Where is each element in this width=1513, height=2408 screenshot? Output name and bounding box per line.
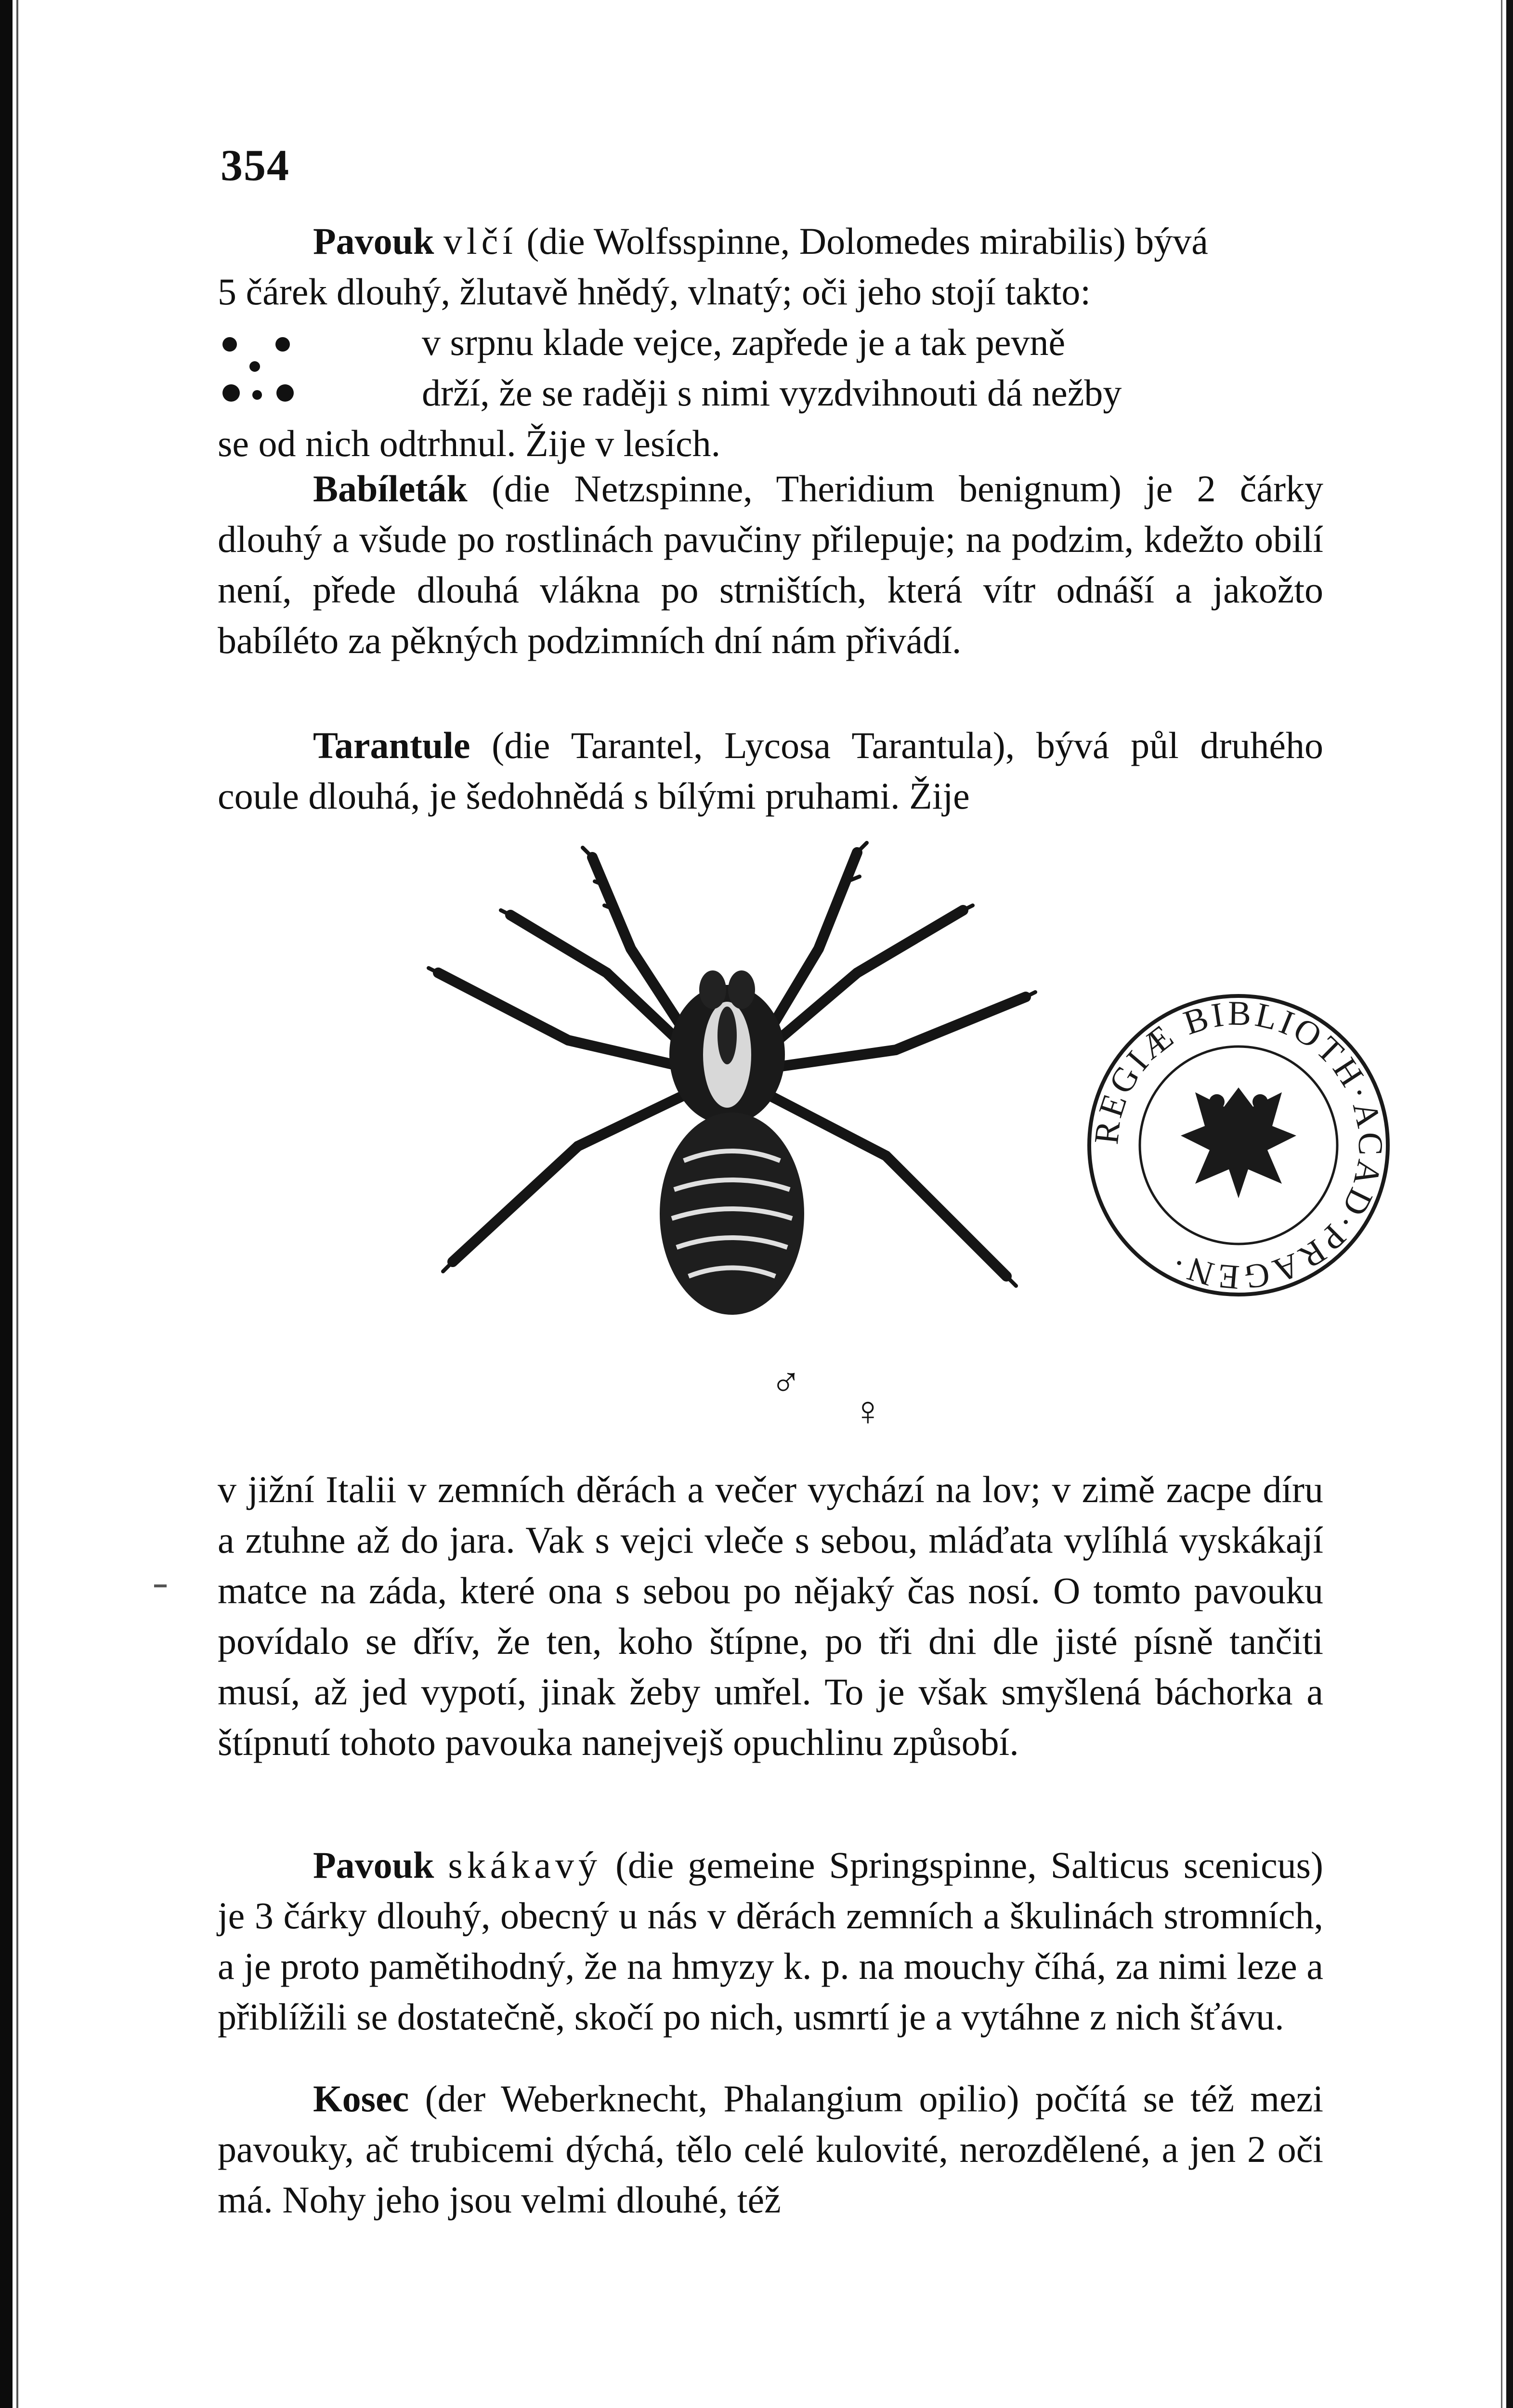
p3-text: (die Tarantel, Lycosa Tarantula), bývá půl druhého coule dlouhá, je šedohnědá s bílými pruhami. Žije [218,724,1323,817]
p1-eyes-row [218,317,1323,418]
p6-text: (der Weberknecht, Phalangium opilio) počítá se též mezi pavouky, ač trubicemi dýchá, tělo celé kulovité, nerozdělené, a jen 2 oči má. Nohy jeho jsou velmi dlouhé, též [218,2078,1323,2221]
paragraph-jumping-spider [218,1840,1323,2042]
p1-line1-rest: (die Wolfsspinne, Dolomedes mirabilis) bývá [526,220,1208,262]
p5-text: (die gemeine Springspinne, Salticus scenicus) je 3 čárky dlouhý, obecný u nás v děrách zemních a škulinách stromních, a je proto pamětihodný, že na hmyzy k. p. na mouchy číhá, za nimi leze a přiblížili se dostatečně, skočí po nich, usmrtí je a vytáhne z nich šťávu. [218,1844,1324,2038]
paragraph-theridium [218,463,1323,666]
term-babiletak: Babíleták [313,468,468,510]
p1-line5: se od nich odtrhnul. Žije v lesích. [218,422,721,464]
female-symbol: ♀ [852,1388,884,1434]
paragraph-tarantula-continued: v jižní Italii v zemních děrách a večer vychází na lov; v zimě zacpe díru a ztuhne až do jara. Vak s vejci vleče s sebou, mláďata vylíhlá vyskákají matce na záda, které ona s sebou po nějaký čas nosí. O tomto pavouku povídalo se dřív, že ten, koho štípne, po tři dni dle jisté písně tančiti musí, až jed vypotí, jinak žeby umřel. To je však smyšlená báchorka a štípnutí tohoto pavouka nanejvejš opuchlinu způsobí. [218,1468,1323,1763]
scan-edge-left-line [16,0,18,2408]
scan-edge-right-line [1501,0,1502,2408]
scan-edge-left [0,0,13,2408]
male-symbol: ♂ [770,1359,802,1405]
term-pavouk-2: Pavouk [313,1844,434,1886]
stamp-text: REGIÆ BIBLIOTH·ACAD·PRAGEN· [1086,994,1390,1297]
p2-text: (die Netzspinne, Theridium benignum) je 2 čárky dlouhý a všude po rostlinách pavučiny přilepuje; na podzim, kdežto obilí není, přede dlouhá vlákna po strništích, která vítr odnáší a jakožto babíléto za pěkných podzimních dní nám přivádí. [218,468,1324,661]
figure-labels [751,1358,944,1435]
epithet-vlci: vlčí [443,220,517,262]
eye-arrangement-icon [218,317,343,418]
paragraph-harvestman [218,2073,1323,2225]
p1-line1 [218,216,1323,266]
term-tarantule: Tarantule [313,724,470,766]
term-pavouk: Pavouk [313,220,434,262]
term-kosec: Kosec [313,2078,409,2120]
scan-edge-right [1506,0,1513,2408]
p1-lines-beside-eyes [343,317,1323,418]
paragraph-wolf-spider [218,216,1323,469]
p1-line4: drží, že se raději s nimi vyzdvihnouti dá nežby [422,372,1122,414]
epithet-skakavy: skákavý [448,1844,602,1886]
double-eagle-icon [1181,1087,1296,1198]
paragraph-tarantula [218,720,1323,821]
margin-mark [154,1584,167,1587]
page-number: 354 [221,141,290,190]
tarantula-illustration [424,828,1136,1430]
library-stamp [1080,986,1397,1304]
p1-line3: v srpnu klade vejce, zapřede je a tak pevně [422,321,1066,363]
p1-line2: 5 čárek dlouhý, žlutavě hnědý, vlnatý; oči jeho stojí takto: [218,271,1091,313]
